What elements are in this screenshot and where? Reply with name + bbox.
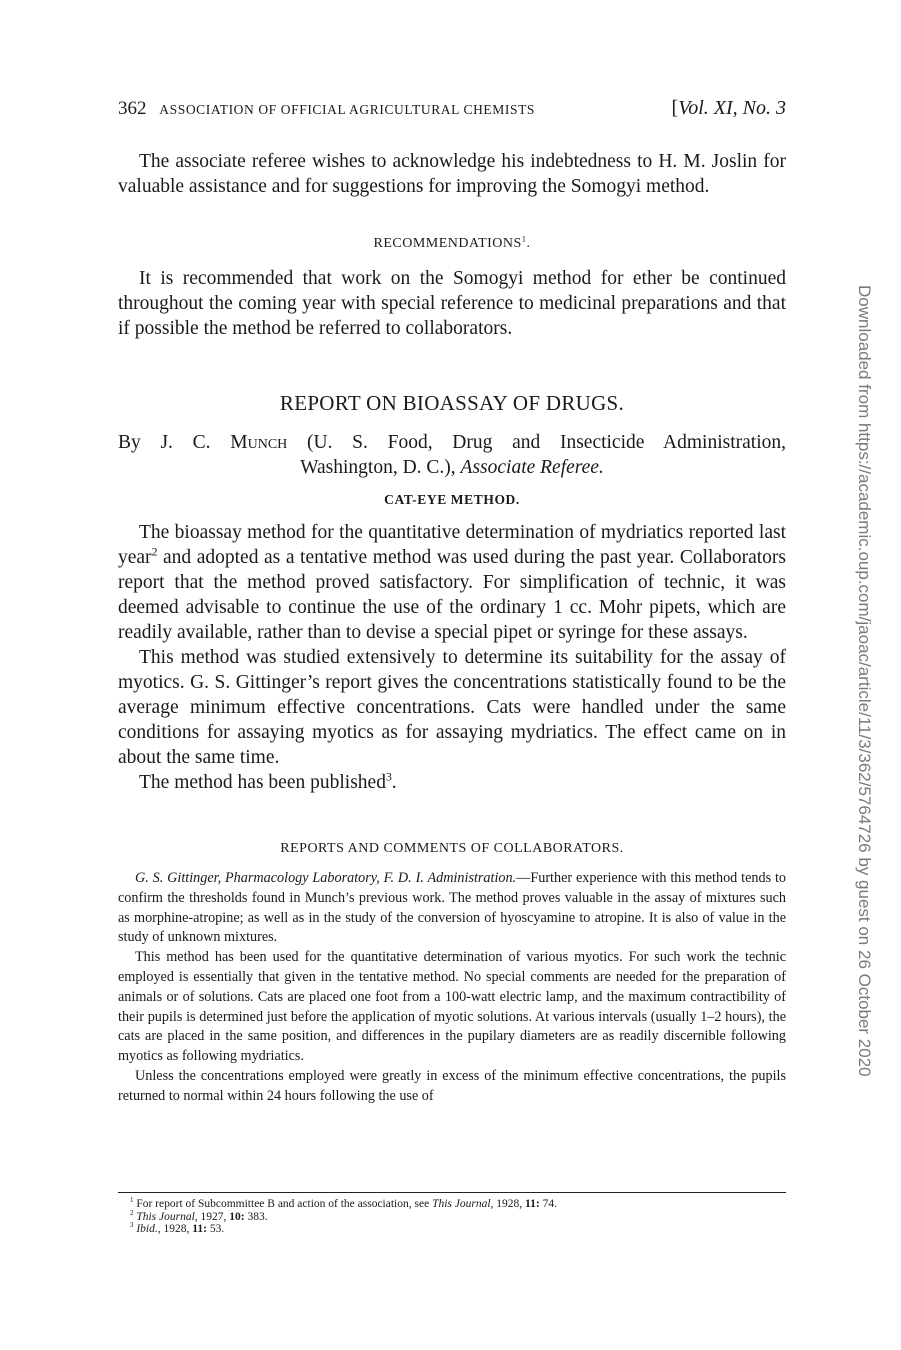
footnote-rule [118, 1192, 786, 1193]
footnotes [130, 1198, 786, 1236]
footnote-2-source: This Journal [136, 1210, 195, 1223]
recommendations-heading-tail: . [526, 236, 531, 251]
recommendations-paragraph: It is recommended that work on the Somogyi method for ether be continued throughout the coming year with special reference to medicinal preparations and that if possible the method be referred to collaborators. [118, 268, 786, 339]
cat-eye-p3-text-a: The method has been published [139, 772, 386, 793]
cat-eye-paragraph-1 [118, 520, 786, 645]
gittinger-text: —Further experience with this method tends to confirm the thresholds found in Munch’s previous work. The method proves valuable in the assay of mixtures such as morphine-atropine; as well as in the study of the conversion of hyoscyamine to atropine. It is also of value in the study of unknown mixtures. [118, 870, 786, 946]
footnote-ref-2: 2 [151, 545, 158, 559]
running-header [118, 98, 786, 120]
footnote-3 [130, 1223, 786, 1236]
footnote-1-page: 74. [539, 1198, 557, 1210]
byline-line-1 [118, 430, 786, 455]
recommendations-section [118, 266, 786, 341]
cat-eye-p1-text-a: The bioassay method for the quantitative determination of mydriatics reported last year [118, 522, 786, 568]
footnote-2-volume: 10: [229, 1210, 245, 1223]
gittinger-paragraph [118, 869, 786, 948]
footnote-1-source: This Journal [432, 1198, 491, 1210]
report-byline [118, 430, 786, 480]
recommendations-heading-text: RECOMMENDATIONS [373, 236, 522, 251]
acknowledgment-section [118, 149, 786, 199]
collaborators-heading: REPORTS AND COMMENTS OF COLLABORATORS. [280, 841, 624, 856]
cat-eye-section [118, 520, 786, 795]
page-number: 362 [118, 98, 147, 119]
byline-prefix: By J. C. [118, 432, 231, 453]
author-role: Associate Referee. [460, 457, 604, 478]
cat-eye-heading: CAT-EYE METHOD. [384, 492, 520, 507]
footnote-3-volume: 11: [192, 1223, 207, 1235]
footnote-1 [130, 1198, 786, 1211]
gittinger-name: G. S. Gittinger, Pharmacology Laboratory, F. D. I. Administration. [135, 870, 517, 886]
volume-text: Vol. XI, No. 3 [678, 97, 786, 119]
footnote-3-mark: 3 [130, 1222, 134, 1230]
footnote-3-year: , 1928, [157, 1223, 193, 1235]
cat-eye-p3-text-b: . [391, 772, 397, 793]
cat-eye-paragraph-2: This method was studied extensively to determine its suitability for the assay of myotics. G. S. Gittinger’s report gives the concentrations statistically found to be the average minimum effective concentrations. Cats were handled under the same conditions for assaying myotics as for assaying mydriatics. The effect came on in about the same time. [118, 647, 786, 768]
collaborators-section [118, 869, 786, 1107]
volume-bracket: [ [671, 97, 679, 119]
report-title: REPORT ON BIOASSAY OF DRUGS. [279, 391, 625, 415]
volume-label [672, 97, 786, 120]
footnote-2-mark: 2 [130, 1209, 134, 1217]
footnote-2-page: 383. [244, 1210, 268, 1223]
footnote-1-year: , 1928, [490, 1198, 526, 1210]
download-watermark[interactable]: Downloaded from https://academic.oup.com/jaoac/article/11/3/362/5764726 by guest on 26 October 2020 [855, 285, 874, 1077]
collaborators-paragraph-3: Unless the concentrations employed were greatly in excess of the minimum effective concentrations, the pupils returned to normal within 24 hours following the use of [118, 1067, 786, 1104]
footnote-2 [130, 1211, 786, 1224]
cat-eye-p1-text-b: and adopted as a tentative method was used during the past year. Collaborators report that the method proved satisfactory. For simplification of technic, it was deemed advisable to continue the use of the ordinary 1 cc. Mohr pipets, which are readily available, rather than to devise a special pipet or syringe for these assays. [118, 547, 786, 643]
recommendations-heading [118, 236, 786, 252]
footnote-1-volume: 11: [525, 1198, 540, 1210]
footnote-ref-3: 3 [385, 770, 392, 784]
footnote-ref-1: 1 [521, 234, 527, 244]
footnote-3-source: Ibid. [136, 1223, 158, 1235]
author-surname: Munch [230, 432, 288, 453]
acknowledgment-paragraph: The associate referee wishes to acknowledge his indebtedness to H. M. Joslin for valuable assistance and for suggestions for improving the Somogyi method. [118, 151, 786, 197]
collaborators-paragraph-2: This method has been used for the quantitative determination of various myotics. For such work the technic employed is essentially that given in the tentative method. No special comments are needed for the preparation of animals or of solutions. Cats are placed one foot from a 100-watt electric lamp, and the maximum contractibility of their pupils is determined just before the application of myotic solutions. At various intervals (usually 1–2 hours), the cats are placed in the same position, and differences in the pupilary diameters are as readily discernible following myotics as following mydriatics. [118, 949, 786, 1065]
byline-line-2 [118, 455, 786, 480]
affiliation-line-2: Washington, D. C.), [300, 457, 461, 478]
cat-eye-paragraph-3 [118, 770, 786, 795]
affiliation-line-1: (U. S. Food, Drug and Insecticide Administration, [287, 432, 787, 453]
journal-name: ASSOCIATION OF OFFICIAL AGRICULTURAL CHEMISTS [159, 102, 536, 117]
footnote-1-mark: 1 [130, 1197, 134, 1205]
footnote-2-year: , 1927, [194, 1210, 230, 1223]
footnote-1-text: For report of Subcommittee B and action of the association, see [133, 1198, 433, 1210]
footnote-3-page: 53. [206, 1223, 225, 1235]
